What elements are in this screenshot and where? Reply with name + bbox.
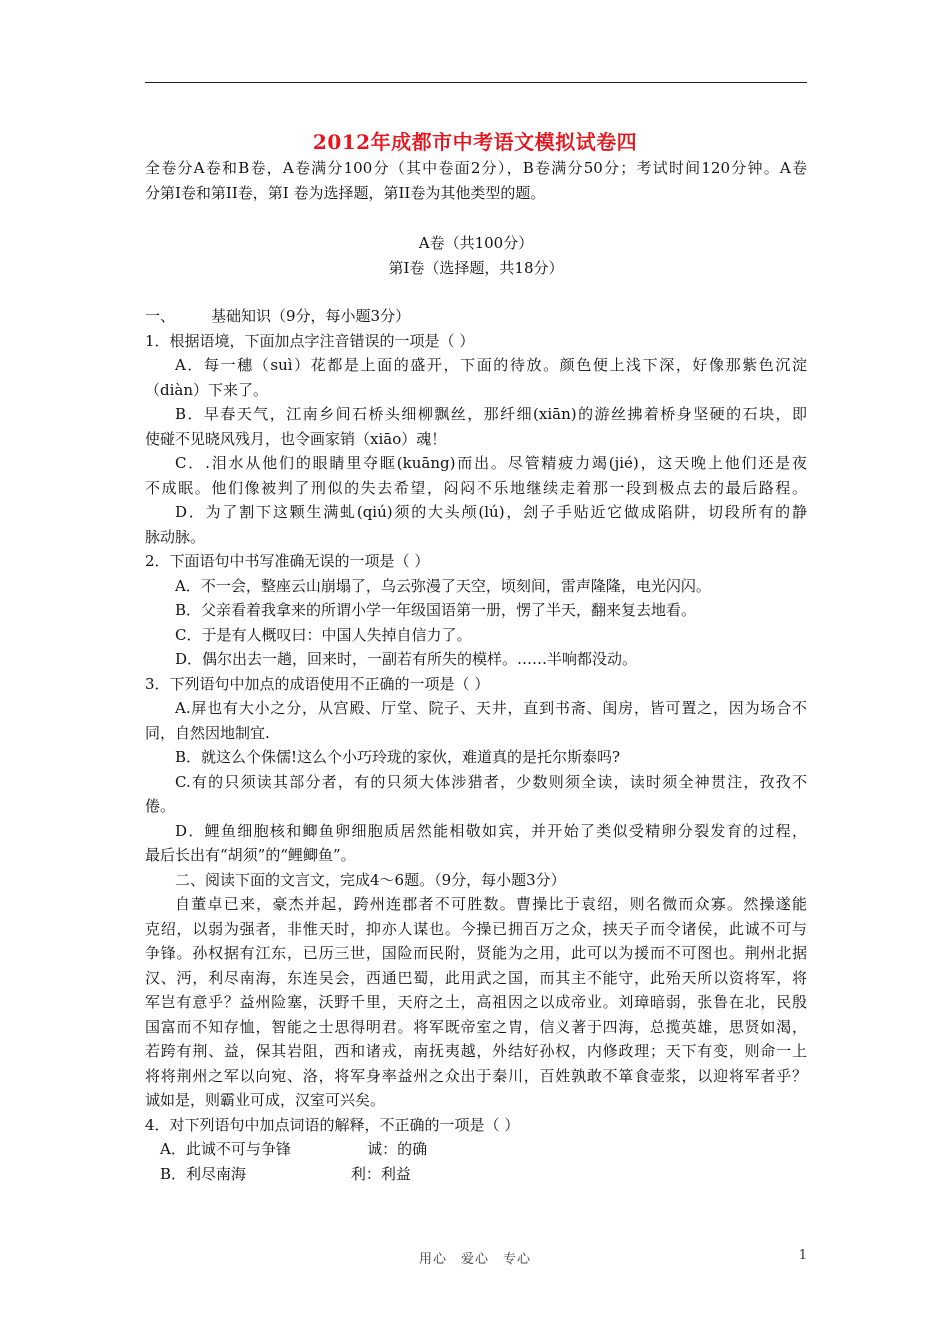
q2-option-b: B．父亲看着我拿来的所谓小学一年级国语第一册，愣了半天，翻来复去地看。 [175,601,697,619]
q1-option-d-line2: 脉动脉。 [145,527,206,546]
q1-option-a-line1: A．每一穗（suì）花都是上面的盛开，下面的待放。颜色便上浅下深，好像那紫色沉淀 [175,356,807,374]
q1-option-a-line2: （diàn）下来了。 [145,380,269,399]
passage-line-6: 国富而不知存恤，智能之士思得明君。将军既帝室之胄，信义著于四海，总揽英雄，思贤如渴， [145,1017,807,1036]
passage-line-3: 争锋。孙权据有江东，已历三世，国险而民附，贤能为之用，此可以为援而不可图也。荆州北据 [145,944,807,962]
q1-stem: 1．根据语境，下面加点字注音错误的一项是（ ） [145,331,475,350]
passage-line-8: 将将荆州之军以向宛、洛，将军身率益州之众出于秦川，百姓孰敢不箪食壶浆，以迎将军者乎？ [145,1066,807,1085]
q1-option-c-line1: C．.泪水从他们的眼睛里夺眶(kuāng)而出。尽管精疲力竭(jié)，这天晚上他们还是夜 [175,454,807,472]
q1-option-c-line2: 不成眠。他们像被判了刑似的失去希望，闷闷不乐地继续走着那一段到极点去的最后路程。 [145,478,807,497]
passage-line-2: 克绍，以弱为强者，非惟天时，抑亦人谋也。今操已拥百万之众，挟天子而令诸侯，此诚不可与 [145,919,807,938]
spacer [145,205,807,231]
intro-line-1: 全卷分A卷和B卷，A卷满分100分（其中卷面2分），B卷满分50分；考试时间120分钟。A卷 [145,159,807,177]
page-number: 1 [798,1248,807,1263]
q4-stem: 4．对下列语句中加点词语的解释，不正确的一项是（ ） [145,1115,520,1134]
q2-option-d: D．偶尔出去一趟，回来时，一副若有所失的模样。……半响都没动。 [175,650,638,668]
passage-line-7: 若跨有荆、益，保其岩阻，西和诸戎，南抚夷越，外结好孙权，内修政理；天下有变，则命一上 [145,1042,807,1060]
footer-motto: 用心 爱心 专心 [418,1252,531,1267]
q1-option-b-line2: 使碰不见晓风残月，也令画家销（xiāo）魂！ [145,429,447,448]
header-rule [145,82,807,83]
passage-line-9: 诚如是，则霸业可成，汉室可兴矣。 [145,1091,386,1109]
passage-line-1: 自董卓已来，豪杰并起，跨州连郡者不可胜数。曹操比于袁绍，则名微而众寡。然操遂能 [175,895,807,913]
q3-option-d-line1: D．鲤鱼细胞核和鲫鱼卵细胞质居然能相敬如宾，并开始了类似受精卵分裂发育的过程， [175,821,807,840]
q3-option-d-line2: 最后长出有“胡须”的“鲤鲫鱼”。 [145,846,356,864]
section1-text: 基础知识（9分，每小题3分） [211,307,411,325]
q2-stem: 2．下面语句中书写准确无误的一项是（ ） [145,552,430,570]
spacer [145,280,807,304]
section1-heading [145,304,807,329]
q1-option-d-line1: D．为了割下这颗生满虬(qiú)须的大头颅(lú)，刽子手贴近它做成陷阱，切段所有的静 [175,503,807,521]
q3-option-c-line1: C.有的只须读其部分者，有的只须大体涉猎者，少数则须全读，读时须全神贯注，孜孜不 [175,772,807,791]
q2-option-c: C．于是有人概叹曰：中国人失掉自信力了。 [175,625,472,644]
q3-option-c-line2: 倦。 [145,797,176,815]
exam-title: 2012年成都市中考语文模拟试卷四 [312,130,638,154]
passage-line-5: 军岂有意乎？益州险塞，沃野千里，天府之土，高祖因之以成帝业。刘璋暗弱，张鲁在北，民殷 [145,993,807,1011]
q1-option-b-line1: B．早春天气，江南乡间石桥头细柳飘丝，那纤细(xiān)的游丝拂着桥身坚硬的石块，即 [175,405,807,423]
q2-option-a: A．不一会，整座云山崩塌了，乌云弥漫了天空，顷刻间，雷声隆隆，电光闪闪。 [175,576,711,595]
q3-option-a-line2: 同，自然因地制宜. [145,723,270,742]
intro-line-2: 分第Ⅰ卷和第II卷，第Ⅰ 卷为选择题，第II卷为其他类型的题。 [145,183,546,202]
passage-line-4: 汉、沔，利尽南海，东连吴会，西通巴蜀，此用武之国，而其主不能守，此殆天所以资将军，将 [145,968,807,987]
exam-content [145,156,807,1186]
section-a-header: A卷（共100分） [418,234,534,252]
q4-option-b: B．利尽南海 利：利益 [160,1164,411,1183]
q3-option-b: B．就这么个侏儒!这么个小巧玲珑的家伙，难道真的是托尔斯泰吗? [175,748,621,766]
q3-option-a-line1: A.屏也有大小之分，从宫殿、厅堂、院子、天井，直到书斋、闺房，皆可置之，因为场合不 [175,699,807,717]
section1-label: 一、 [145,307,176,325]
q4-option-a: A．此诚不可与争锋 诚：的确 [160,1140,428,1158]
section2-heading: 二、阅读下面的文言文，完成4～6题。（9分，每小题3分） [175,870,566,889]
q3-stem: 3．下列语句中加点的成语使用不正确的一项是（ ） [145,674,490,693]
part1-header: 第Ⅰ卷（选择题，共18分） [388,258,564,277]
